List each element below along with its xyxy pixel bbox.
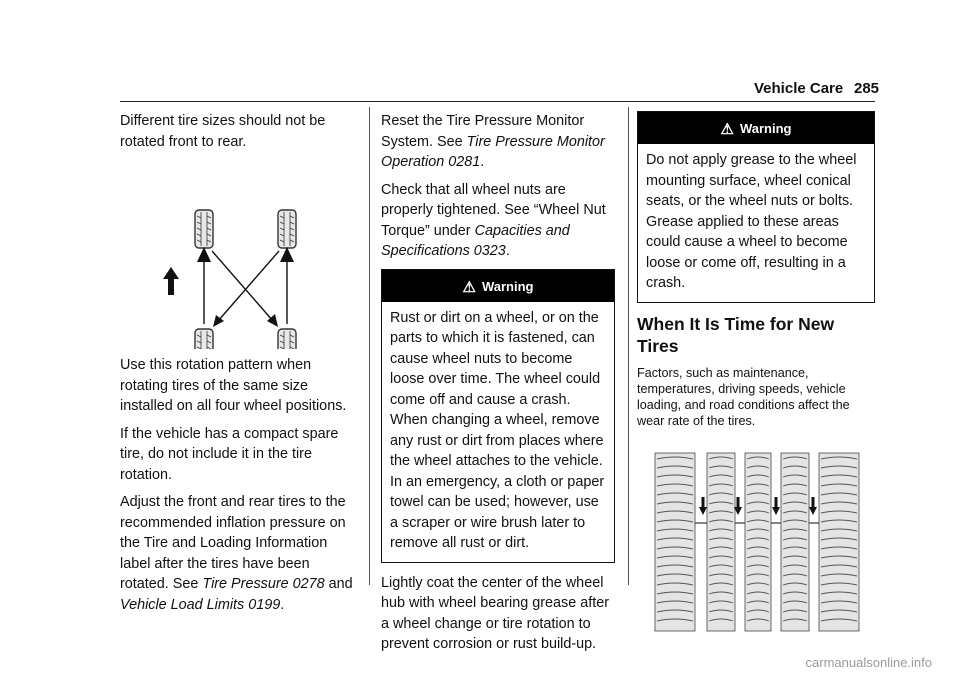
warning-header xyxy=(638,112,874,144)
warning-title: Warning xyxy=(739,121,792,136)
tire-rotation-diagram xyxy=(120,159,360,349)
warning-body: Rust or dirt on a wheel, or on the parts to which it is fastened, can cause wheel nuts to become loose over time. The wheel could come off and cause a crash. When changing a wheel, remove any rust or dirt from places where the wheel attaches to the vehicle. In an emergency, a cloth or paper towel can be used; however, use a scraper or wire brush later to remove all rust or dirt. xyxy=(390,309,605,551)
footer xyxy=(0,654,960,670)
warning-box-rust xyxy=(381,269,615,563)
ref-page-vehicle-load-limits[interactable]: 0199 xyxy=(248,596,281,613)
link-tpms-operation[interactable]: Tire Pressure Monitor Operation xyxy=(381,133,605,170)
paragraph-wheel-nuts xyxy=(381,180,615,262)
rear-left-tire-icon xyxy=(195,329,213,349)
running-header-title: Vehicle Care xyxy=(754,80,844,97)
warning-title: Warning xyxy=(481,278,534,294)
wheel-nuts-text: Check that all wheel nuts are properly tightened. See “Wheel Nut Torque” under xyxy=(381,181,606,239)
ref-page-tpms[interactable]: 0281 xyxy=(448,154,481,170)
period: . xyxy=(280,596,285,613)
period: . xyxy=(505,243,510,259)
ref-page-tire-pressure[interactable]: 0278 xyxy=(292,576,325,592)
warning-triangle-icon: ⚠ xyxy=(720,121,734,138)
warning-header xyxy=(382,270,614,302)
link-vehicle-load-limits[interactable]: Vehicle Load Limits xyxy=(120,596,245,613)
column-2 xyxy=(381,111,615,662)
front-right-tire-icon xyxy=(278,210,296,248)
watermark: carmanualsonline.info xyxy=(805,655,932,670)
ref-page-capacities[interactable]: 0323 xyxy=(473,243,506,259)
paragraph-reset-tpms xyxy=(381,111,615,173)
header-rule xyxy=(120,101,875,102)
warning-box-grease xyxy=(637,111,875,303)
column-divider-2 xyxy=(628,107,629,585)
front-left-tire-icon xyxy=(195,210,213,248)
column-3 xyxy=(637,111,875,643)
adjust-text: Adjust the front and rear tires to the recommended inflation pressure on the Tire and Loading Information label after the tires have been rotated. See xyxy=(120,494,346,592)
link-tire-pressure[interactable]: Tire Pressure xyxy=(202,576,289,592)
reset-text: Reset the Tire Pressure Monitor System. See xyxy=(381,113,585,150)
warning-triangle-icon: ⚠ xyxy=(462,278,476,296)
rear-right-tire-icon xyxy=(278,329,296,349)
forward-direction-arrow-icon xyxy=(163,267,179,295)
tread-wear-indicator-illustration xyxy=(637,443,875,643)
paragraph-size-note: Different tire sizes should not be rotated front to rear. xyxy=(120,113,326,150)
paragraph-adjust-pressure xyxy=(120,492,360,615)
and-text: and xyxy=(328,576,353,592)
column-1 xyxy=(120,111,360,622)
paragraph-wear-factors: Factors, such as maintenance, temperatures, driving speeds, vehicle loading, and road conditions affect the wear rate of the tires. xyxy=(637,365,850,428)
period: . xyxy=(480,154,485,170)
column-divider-1 xyxy=(369,107,370,585)
warning-body: Do not apply grease to the wheel mounting surface, wheel conical seats, or the wheel nuts or bolts. Grease applied to these areas could cause a wheel to become loose or come off, resulting in a crash. xyxy=(646,152,857,291)
link-capacities[interactable]: Capacities and Specifications xyxy=(381,222,570,259)
paragraph-grease-hub: Lightly coat the center of the wheel hub with wheel bearing grease after a wheel change or tire rotation to prevent corrosion or rust build-up. xyxy=(381,574,609,652)
page-number: 285 xyxy=(854,80,880,97)
paragraph-compact-spare: If the vehicle has a compact spare tire, do not include it in the tire rotation. xyxy=(120,425,339,483)
section-heading-new-tires: When It Is Time for New Tires xyxy=(637,313,835,356)
paragraph-rotation-pattern: Use this rotation pattern when rotating tires of the same size installed on all four wheel positions. xyxy=(120,357,347,414)
